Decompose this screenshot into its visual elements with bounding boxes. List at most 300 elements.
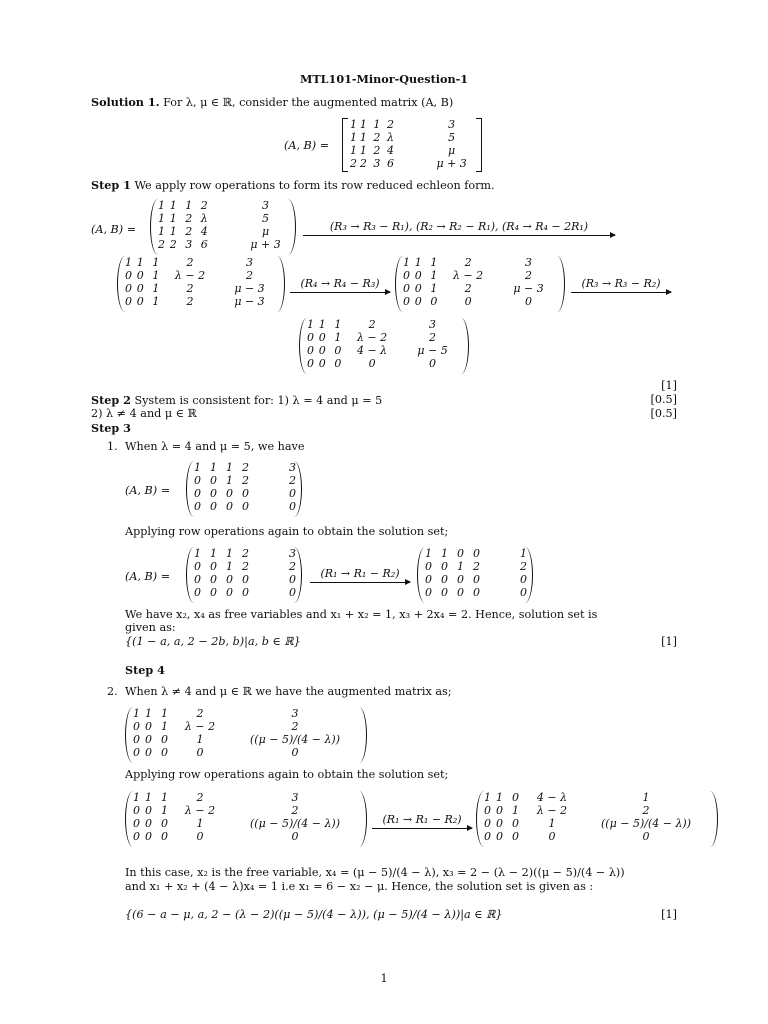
matrix-entry: μ − 3: [234, 282, 265, 295]
matrix-entry: 1: [373, 118, 381, 131]
matrix-entry: 0: [414, 295, 422, 308]
matrix-entry: 1: [226, 474, 233, 487]
mark-5: [1]: [661, 908, 677, 921]
matrix-entry: 1: [484, 791, 491, 804]
matrix-row: [158, 238, 296, 251]
matrix-entry: ((μ − 5)/(4 − λ)): [250, 733, 340, 746]
matrix-entry: 1: [403, 256, 410, 269]
matrix-row: [425, 586, 527, 599]
matrix-entry: 3: [448, 118, 456, 131]
matrix-entry: 1: [125, 256, 132, 269]
matrix-entry: 1: [350, 131, 357, 144]
matrix-row: [350, 118, 482, 131]
matrix-entry: 3: [291, 791, 299, 804]
step3-label: Step 3: [91, 421, 131, 435]
matrix-entry: 4: [200, 225, 208, 238]
matrix-entry: λ − 2: [184, 804, 216, 817]
matrix-entry: 1: [441, 547, 448, 560]
solution-intro: [91, 95, 453, 110]
matrix-entry: 2: [185, 225, 193, 238]
matrix-row: [350, 157, 482, 170]
matrix-entry: 1: [548, 817, 556, 830]
matrix-entry: 0: [133, 733, 140, 746]
matrix-entry: 1: [520, 547, 527, 560]
case2-text: When λ ≠ 4 and μ ∈ ℝ we have the augmented matrix as;: [125, 685, 452, 698]
matrix-entry: 2: [291, 804, 299, 817]
matrix-entry: 1: [133, 791, 140, 804]
case2-number: 2.: [107, 685, 118, 698]
matrix-entry: 1: [430, 282, 438, 295]
matrix-5b: [186, 547, 302, 603]
matrix-entry: 1: [145, 707, 152, 720]
matrix-entry: 0: [196, 746, 204, 759]
step4-label: Step 4: [125, 663, 165, 677]
matrix-entry: μ + 3: [250, 238, 281, 251]
case1-result-line1: We have x₂, x₄ as free variables and x₁ + x₂ = 1, x₃ + 2x₄ = 2. Hence, solution set is: [125, 608, 598, 621]
matrix-entry: 0: [145, 804, 152, 817]
matrix-row: [307, 331, 469, 344]
matrix-entry: 0: [194, 560, 201, 573]
matrix-8: [476, 791, 718, 847]
matrix-entry: 0: [133, 804, 140, 817]
matrix-entry: 0: [318, 357, 326, 370]
matrix-row: [194, 560, 296, 573]
matrix-entry: 0: [457, 547, 464, 560]
matrix-entry: 1: [161, 720, 168, 733]
matrix-row: [133, 733, 365, 746]
matrix-entry: 0: [145, 733, 152, 746]
matrix-entry: 1: [145, 791, 152, 804]
matrix-entry: 0: [242, 500, 249, 513]
matrix-row: [133, 707, 365, 720]
case1-text: When λ = 4 and μ = 5, we have: [125, 440, 305, 453]
matrix-entry: λ − 2: [184, 720, 216, 733]
row-op-arrow-3: [571, 277, 671, 293]
matrix-entry: 0: [242, 487, 249, 500]
row-op-arrow-4: [310, 567, 410, 583]
matrix-entry: 1: [161, 791, 168, 804]
matrix-entry: 1: [169, 225, 177, 238]
page-title: MTL101-Minor-Question-1: [299, 72, 469, 86]
matrix-entry: 2: [429, 331, 437, 344]
matrix-entry: 0: [430, 295, 438, 308]
matrix-entry: 4 − λ: [536, 791, 568, 804]
matrix-entry: 0: [161, 830, 168, 843]
matrix-entry: λ − 2: [452, 269, 484, 282]
matrix-entry: 0: [512, 830, 519, 843]
matrix-entry: 0: [441, 586, 448, 599]
matrix-row: [194, 461, 296, 474]
matrix-entry: λ − 2: [536, 804, 568, 817]
matrix-entry: 1: [158, 225, 165, 238]
mark-3: [0.5]: [650, 407, 677, 420]
matrix-entry: 0: [210, 560, 217, 573]
matrix-entry: 0: [145, 746, 152, 759]
matrix-row: [425, 547, 527, 560]
matrix-entry: 0: [484, 804, 491, 817]
step1-label: Step 1: [91, 178, 131, 192]
matrix-entry: 3: [429, 318, 437, 331]
matrix-entry: 2: [359, 157, 367, 170]
matrix-entry: 1: [194, 547, 201, 560]
matrix-entry: 0: [642, 830, 650, 843]
apply-text-1: Applying row operations again to obtain the solution set;: [125, 525, 449, 538]
matrix-entry: 0: [210, 487, 217, 500]
matrix-entry: 2: [291, 720, 299, 733]
matrix-row: [350, 131, 482, 144]
row-op-label-2: (R₄ → R₄ − R₃): [300, 277, 380, 290]
matrix-row: [125, 256, 285, 269]
matrix-entry: 0: [289, 586, 296, 599]
matrix-entry: 0: [496, 830, 503, 843]
matrix-entry: 0: [125, 269, 132, 282]
matrix-entry: 1: [152, 269, 160, 282]
matrix-entry: 0: [403, 269, 410, 282]
matrix-entry: 1: [210, 461, 217, 474]
solution-label: Solution 1.: [91, 95, 160, 109]
matrix-entry: 2: [186, 256, 194, 269]
matrix-row: [307, 344, 469, 357]
matrix-entry: 0: [307, 331, 314, 344]
matrix-5: [186, 461, 302, 517]
matrix-entry: 2: [473, 560, 480, 573]
matrix-entry: 2: [242, 461, 249, 474]
matrix-6: [417, 547, 533, 603]
matrix-entry: 0: [291, 830, 299, 843]
matrix-entry: 2: [289, 560, 296, 573]
matrix-entry: 0: [291, 746, 299, 759]
matrix-entry: 1: [334, 318, 342, 331]
step1-text: We apply row operations to form its row reduced echleon form.: [134, 179, 495, 192]
matrix-row: [194, 500, 296, 513]
matrix-row: [403, 282, 565, 295]
matrix-row: [403, 256, 565, 269]
matrix-entry: 0: [194, 586, 201, 599]
matrix-entry: 1: [158, 212, 165, 225]
matrix-entry: 3: [291, 707, 299, 720]
matrix-row: [484, 791, 714, 804]
matrix-entry: 1: [210, 547, 217, 560]
matrix-row: [403, 295, 565, 308]
matrix-entry: 0: [473, 586, 480, 599]
row-op-label-4: (R₁ → R₁ − R₂): [320, 567, 400, 580]
matrix-entry: 0: [194, 573, 201, 586]
matrix-row: [194, 547, 296, 560]
matrix-entry: 3: [262, 199, 270, 212]
matrix-entry: 2: [186, 295, 194, 308]
matrix-entry: 0: [210, 586, 217, 599]
case1-solution-set: {(1 − a, a, 2 − 2b, b)|a, b ∈ ℝ}: [125, 635, 301, 648]
matrix-entry: 2: [186, 282, 194, 295]
mark-1: [1]: [661, 379, 677, 392]
matrix-entry: 0: [473, 547, 480, 560]
row-op-arrow-2: [290, 277, 390, 293]
matrix-entry: 0: [307, 344, 314, 357]
case2-solution-set: {(6 − a − μ, a, 2 − (λ − 2)((μ − 5)/(4 − λ)), (μ − 5)/(4 − λ))|a ∈ ℝ}: [125, 908, 503, 921]
ab-label-1: (A, B) =: [91, 223, 137, 236]
matrix-row: [133, 720, 365, 733]
matrix-entry: 2: [196, 707, 204, 720]
matrix-entry: 0: [525, 295, 533, 308]
row-op-arrow-1: [303, 220, 615, 236]
matrix-entry: 0: [414, 282, 422, 295]
matrix-entry: μ − 3: [513, 282, 544, 295]
matrix-entry: 2: [242, 474, 249, 487]
matrix-entry: 0: [457, 586, 464, 599]
matrix-entry: 2: [386, 118, 394, 131]
matrix-entry: 3: [185, 238, 193, 251]
matrix-entry: 1: [133, 707, 140, 720]
matrix-entry: 0: [496, 817, 503, 830]
case2-result-line1: In this case, x₂ is the free variable, x₄ = (μ − 5)/(4 − λ), x₃ = 2 − (λ − 2)((μ − 5)/(4 − λ)): [125, 866, 625, 879]
matrix-entry: 0: [125, 295, 132, 308]
matrix-entry: 0: [307, 357, 314, 370]
matrix-entry: 1: [226, 461, 233, 474]
matrix-entry: 2: [200, 199, 208, 212]
matrix-entry: 1: [196, 733, 204, 746]
step1: [91, 178, 495, 193]
case1-number: 1.: [107, 440, 118, 453]
matrix-entry: 1: [194, 461, 201, 474]
matrix-row: [425, 573, 527, 586]
matrix-entry: 0: [161, 746, 168, 759]
matrix-entry: 1: [161, 804, 168, 817]
matrix-entry: 2: [185, 212, 193, 225]
matrix-entry: μ: [261, 225, 270, 238]
matrix-entry: 0: [133, 720, 140, 733]
matrix-row: [133, 746, 365, 759]
matrix-entry: 3: [289, 547, 296, 560]
matrix-row: [403, 269, 565, 282]
matrix-entry: 0: [425, 560, 432, 573]
matrix-entry: λ: [386, 131, 394, 144]
matrix-entry: 2: [642, 804, 650, 817]
matrix-entry: 0: [318, 331, 326, 344]
matrix-entry: 0: [289, 487, 296, 500]
matrix-entry: 2: [373, 144, 381, 157]
matrix-entry: 2: [368, 318, 376, 331]
matrix-entry: 0: [414, 269, 422, 282]
matrix-entry: 2: [289, 474, 296, 487]
matrix-entry: 0: [161, 817, 168, 830]
step2-text: System is consistent for: 1) λ = 4 and μ = 5: [134, 394, 383, 407]
matrix-row: [484, 830, 714, 843]
matrix-entry: 1: [334, 331, 342, 344]
matrix-entry: 1: [307, 318, 314, 331]
mark-4: [1]: [661, 635, 677, 648]
matrix-entry: 0: [125, 282, 132, 295]
matrix-entry: 2: [158, 238, 165, 251]
matrix-entry: 0: [425, 586, 432, 599]
matrix-entry: 0: [473, 573, 480, 586]
matrix-entry: 0: [242, 573, 249, 586]
matrix-entry: 1: [152, 256, 160, 269]
matrix-entry: 0: [194, 500, 201, 513]
matrix-row: [125, 282, 285, 295]
matrix-row: [158, 225, 296, 238]
matrix-entry: 0: [161, 733, 168, 746]
matrix-entry: 2: [464, 282, 472, 295]
matrix-entry: 3: [373, 157, 381, 170]
step2-label: Step 2: [91, 393, 131, 407]
row-op-label-3: (R₃ → R₃ − R₂): [581, 277, 661, 290]
matrix-entry: 1: [185, 199, 193, 212]
matrix-entry: 2: [242, 560, 249, 573]
matrix-entry: 0: [210, 474, 217, 487]
matrix-entry: 0: [145, 830, 152, 843]
matrix-entry: 0: [242, 586, 249, 599]
matrix-row: [194, 474, 296, 487]
matrix-entry: 0: [520, 573, 527, 586]
matrix-entry: 1: [359, 144, 367, 157]
matrix-entry: 0: [210, 573, 217, 586]
matrix-7b: [125, 791, 367, 847]
matrix-entry: 0: [484, 830, 491, 843]
matrix-row: [158, 199, 296, 212]
matrix-row: [133, 804, 365, 817]
matrix-entry: 0: [136, 295, 144, 308]
matrix-entry: 0: [334, 357, 342, 370]
matrix-entry: 0: [226, 573, 233, 586]
step2: [91, 393, 382, 408]
matrix-row: [307, 318, 469, 331]
matrix-entry: 2: [350, 157, 357, 170]
solution-intro-text: For λ, μ ∈ ℝ, consider the augmented matrix (A, B): [163, 96, 454, 109]
matrix-entry: 1: [161, 707, 168, 720]
matrix-entry: 2: [525, 269, 533, 282]
matrix-entry: λ − 2: [174, 269, 206, 282]
matrix-row: [307, 357, 469, 370]
matrix-entry: 0: [196, 830, 204, 843]
matrix-entry: 0: [512, 791, 519, 804]
matrix-entry: 0: [484, 817, 491, 830]
row-op-label-5: (R₁ → R₁ − R₂): [382, 813, 462, 826]
matrix-row: [194, 487, 296, 500]
matrix-entry: 1: [169, 199, 177, 212]
step2-line2: 2) λ ≠ 4 and μ ∈ ℝ: [91, 407, 197, 420]
matrix-entry: 0: [441, 573, 448, 586]
matrix-entry: 0: [441, 560, 448, 573]
matrix-entry: 1: [430, 269, 438, 282]
matrix-entry: 0: [403, 295, 410, 308]
matrix-entry: 2: [464, 256, 472, 269]
matrix-0: [342, 118, 482, 172]
matrix-entry: 5: [262, 212, 270, 225]
matrix-row: [133, 830, 365, 843]
matrix-entry: 1: [318, 318, 326, 331]
mark-2: [0.5]: [650, 393, 677, 406]
ab-label-3: (A, B) =: [125, 570, 171, 583]
matrix-entry: 0: [457, 573, 464, 586]
page-number: 1: [380, 972, 388, 985]
matrix-7: [125, 707, 367, 763]
matrix-entry: 1: [457, 560, 464, 573]
matrix-entry: 0: [464, 295, 472, 308]
matrix-entry: 0: [226, 487, 233, 500]
matrix-entry: λ: [200, 212, 208, 225]
matrix-row: [484, 817, 714, 830]
matrix-entry: 0: [368, 357, 376, 370]
matrix-entry: 4: [386, 144, 394, 157]
matrix-entry: 2: [169, 238, 177, 251]
ab-label-0: (A, B) =: [284, 139, 330, 152]
matrix-entry: 0: [334, 344, 342, 357]
matrix-entry: 0: [226, 586, 233, 599]
matrix-entry: 1: [350, 118, 357, 131]
matrix-entry: 0: [145, 817, 152, 830]
apply-text-2: Applying row operations again to obtain the solution set;: [125, 768, 449, 781]
matrix-entry: 0: [425, 573, 432, 586]
matrix-entry: 0: [136, 282, 144, 295]
matrix-entry: 0: [133, 746, 140, 759]
matrix-entry: 1: [359, 118, 367, 131]
matrix-entry: 0: [226, 500, 233, 513]
case2-result-line2: and x₁ + x₂ + (4 − λ)x₄ = 1 i.e x₁ = 6 − x₂ − μ. Hence, the solution set is given as :: [125, 880, 594, 893]
matrix-entry: 6: [386, 157, 394, 170]
matrix-entry: 0: [194, 487, 201, 500]
matrix-entry: 0: [136, 269, 144, 282]
matrix-row: [194, 586, 296, 599]
matrix-entry: 0: [194, 474, 201, 487]
matrix-entry: 1: [430, 256, 438, 269]
matrix-entry: 1: [359, 131, 367, 144]
matrix-entry: 0: [289, 573, 296, 586]
matrix-entry: 1: [136, 256, 144, 269]
matrix-entry: 2: [242, 547, 249, 560]
matrix-row: [425, 560, 527, 573]
matrix-entry: 1: [158, 199, 165, 212]
matrix-entry: 3: [246, 256, 254, 269]
row-op-arrow-5: [372, 813, 472, 829]
matrix-entry: 0: [133, 830, 140, 843]
matrix-entry: 1: [414, 256, 422, 269]
matrix-entry: 0: [429, 357, 437, 370]
matrix-entry: ((μ − 5)/(4 − λ)): [601, 817, 691, 830]
matrix-entry: 0: [548, 830, 556, 843]
matrix-entry: 1: [642, 791, 650, 804]
matrix-row: [158, 212, 296, 225]
matrix-entry: 1: [196, 817, 204, 830]
matrix-row: [125, 269, 285, 282]
matrix-entry: 0: [318, 344, 326, 357]
matrix-entry: 6: [200, 238, 208, 251]
matrix-entry: 1: [425, 547, 432, 560]
matrix-entry: 1: [496, 791, 503, 804]
matrix-entry: 0: [520, 586, 527, 599]
matrix-row: [350, 144, 482, 157]
matrix-entry: 2: [246, 269, 254, 282]
row-op-label-1: (R₃ → R₃ − R₁), (R₂ → R₂ − R₁), (R₄ → R₄ − 2R₁): [329, 220, 589, 233]
matrix-entry: 1: [152, 282, 160, 295]
matrix-entry: 2: [373, 131, 381, 144]
ab-label-2: (A, B) =: [125, 484, 171, 497]
matrix-row: [125, 295, 285, 308]
matrix-entry: 5: [448, 131, 456, 144]
matrix-entry: 2: [196, 791, 204, 804]
case1-result-line2: given as:: [125, 621, 176, 634]
matrix-entry: 0: [496, 804, 503, 817]
matrix-entry: 4 − λ: [356, 344, 388, 357]
matrix-3: [395, 256, 565, 312]
matrix-1: [150, 199, 296, 255]
matrix-entry: 3: [525, 256, 533, 269]
matrix-entry: 0: [210, 500, 217, 513]
matrix-entry: 1: [512, 804, 519, 817]
matrix-4: [299, 318, 469, 374]
matrix-entry: ((μ − 5)/(4 − λ)): [250, 817, 340, 830]
matrix-entry: 1: [226, 560, 233, 573]
matrix-row: [194, 573, 296, 586]
